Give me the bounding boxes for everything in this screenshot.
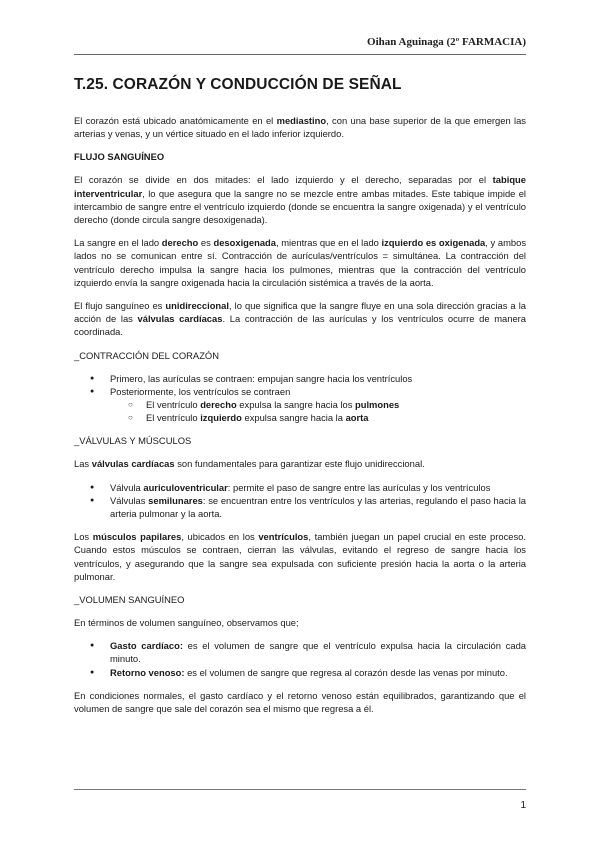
page-title: T.25. CORAZÓN Y CONDUCCIÓN DE SEÑAL (74, 76, 402, 93)
header-author: Oihan Aguinaga (2º FARMACIA) (367, 36, 526, 48)
volumen-paragraph-2: En condiciones normales, el gasto cardíaco y el retorno venoso están equilibrados, garantizando que el volumen de sangre que sale del corazón sea el mismo que regresa a él. (74, 689, 526, 715)
valvulas-list (74, 481, 526, 521)
section-heading-flujo: FLUJO SANGUÍNEO (74, 151, 165, 163)
flujo-paragraph-2: La sangre en el lado derecho es desoxigenada, mientras que en el lado izquierdo es oxigenada, y ambos lados no se comunican entre sí. Contracción de aurículas/ventrículos = simultánea. La contracción del ventrículo derecho impulsa la sangre hacia los pulmones, mientras que la contracción del ventrículo izquierdo envía la sangre oxigenada hacia la circulación sistémica a través de la aorta. (74, 237, 527, 288)
list-item: ● Retorno venoso: es el volumen de sangre que regresa al corazón desde las venas por minuto. (74, 666, 526, 679)
volumen-paragraph-1: En términos de volumen sanguíneo, observamos que; (74, 617, 299, 629)
page-number: 1 (520, 800, 526, 811)
list-item: ● Válvulas semilunares: se encuentran entre los ventrículos y las arterias, regulando el paso hacia la arteria pulmonar y la aorta. (74, 494, 526, 520)
section-heading-contraccion: _CONTRACCIÓN DEL CORAZÓN (74, 349, 219, 361)
page-header (74, 32, 526, 55)
list-item: ● Gasto cardíaco: es el volumen de sangre que el ventrículo expulsa hacia la circulación cada minuto. (74, 639, 526, 665)
sub-list-item: ○ El ventrículo izquierdo expulsa sangre hacia la aorta (74, 411, 526, 424)
contraccion-sublist (110, 398, 526, 424)
list-item: ● Válvula auriculoventricular: permite el paso de sangre entre las aurículas y los ventrículos (74, 481, 526, 494)
footer-divider (74, 789, 526, 790)
section-heading-volumen: _VOLUMEN SANGUÍNEO (74, 594, 185, 606)
page-content (74, 76, 526, 725)
valvulas-paragraph-1: Las válvulas cardíacas son fundamentales para garantizar este flujo unidireccional. (74, 458, 425, 470)
list-item: ● Posteriormente, los ventrículos se contraen ○ El ventrículo derecho expulsa la sangre hacia los pulmones ○ El ventrículo izquierdo expulsa sangre hacia la aorta (74, 385, 526, 425)
volumen-list (74, 639, 526, 679)
flujo-paragraph-1: El corazón se divide en dos mitades: el lado izquierdo y el derecho, separadas por el tabique interventricular, lo que asegura que la sangre no se mezcle entre ambas mitades. Este tabique impide el intercambio de sangre entre el ventrículo izquierdo (donde se encuentra la sangre oxigenada) y el ventrículo derecho (donde circula sangre desoxigenada). (74, 174, 526, 226)
intro-paragraph: El corazón está ubicado anatómicamente en el mediastino, con una base superior de la que emergen las arterias y venas, y un vértice situado en el lado inferior izquierdo. (74, 115, 526, 140)
valvulas-paragraph-2: Los músculos papilares, ubicados en los ventrículos, también juegan un papel crucial en este proceso. Cuando estos músculos se contraen, cierran las válvulas, evitando el regreso de sangre hacia los ventrículos, y asegurando que la sangre sea expulsada con suficiente presión hacia la aorta o la arteria pulmonar. (74, 531, 526, 582)
list-item: ● Primero, las aurículas se contraen: empujan sangre hacia los ventrículos (74, 372, 526, 385)
flujo-paragraph-3: El flujo sanguíneo es unidireccional, lo que significa que la sangre fluye en una sola dirección gracias a la acción de las válvulas cardíacas. La contracción de las aurículas y los ventrículos ocurre de manera coordinada. (74, 300, 526, 338)
section-heading-valvulas: _VÁLVULAS Y MÚSCULOS (74, 435, 192, 447)
sub-list-item: ○ El ventrículo derecho expulsa la sangre hacia los pulmones (74, 398, 526, 411)
contraccion-list (74, 372, 526, 425)
